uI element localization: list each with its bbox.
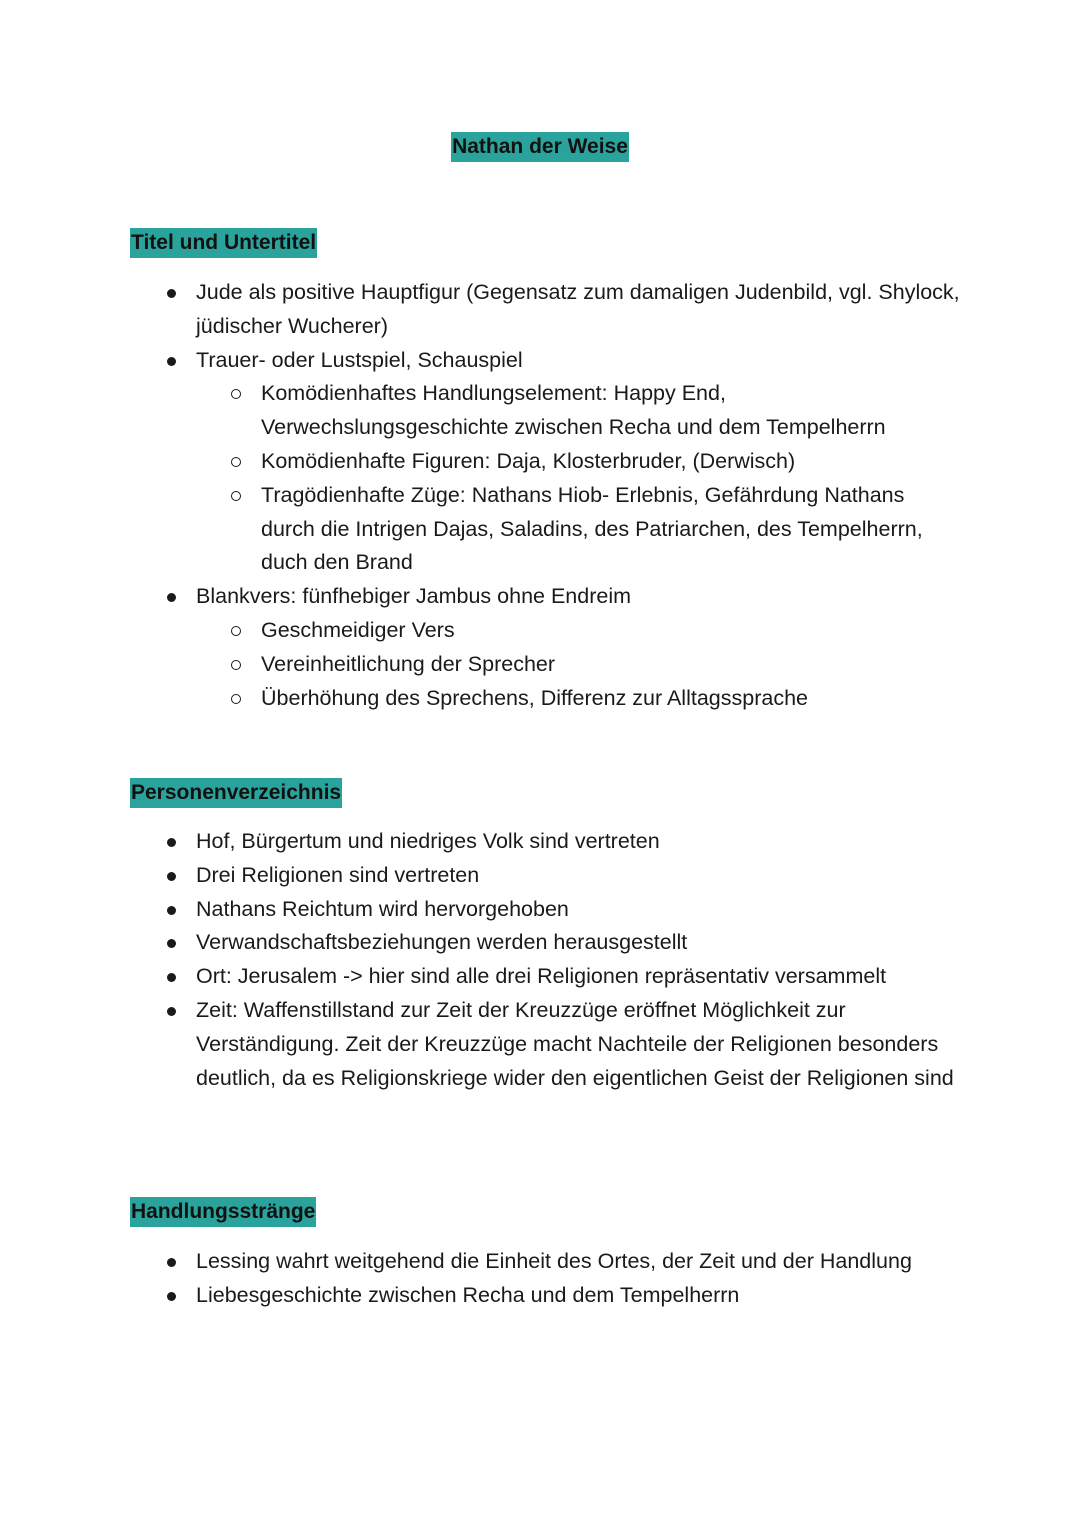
sub-item-text: Komödienhaftes Handlungselement: Happy End, Verwechslungsgeschichte zwischen Recha und dem Tempelherrn	[261, 381, 886, 440]
list-item-text: Blankvers: fünfhebiger Jambus ohne Endreim	[196, 584, 632, 609]
bullet-icon	[167, 1292, 176, 1301]
list-item-text: Lessing wahrt weitgehend die Einheit des Ortes, der Zeit und der Handlung	[196, 1249, 912, 1273]
sub-list-item	[196, 682, 960, 716]
sub-item-text: Geschmeidiger Vers	[261, 617, 455, 642]
list-item	[160, 893, 960, 927]
sub-list-item	[196, 614, 960, 648]
bullet-icon	[167, 838, 176, 847]
sub-list-item	[196, 445, 960, 479]
list-item	[160, 926, 960, 960]
sub-list-item	[196, 479, 960, 580]
hollow-bullet-icon	[231, 457, 241, 467]
hollow-bullet-icon	[231, 491, 241, 501]
sub-item-text: Vereinheitlichung der Sprecher	[261, 651, 556, 676]
list-item	[160, 580, 960, 715]
sub-list	[196, 614, 960, 715]
bullet-icon	[167, 593, 176, 602]
bullet-icon	[167, 357, 176, 366]
list-item	[160, 994, 960, 1095]
hollow-bullet-icon	[231, 389, 241, 399]
hollow-bullet-icon	[231, 626, 241, 636]
list-item	[160, 344, 960, 581]
bullet-icon	[167, 872, 176, 881]
list-item-text: Hof, Bürgertum und niedriges Volk sind vertreten	[196, 829, 660, 853]
list-item-text: Ort: Jerusalem -> hier sind alle drei Religionen repräsentativ versammelt	[196, 964, 887, 989]
section-heading-personen	[130, 778, 342, 808]
title-wrapper	[0, 132, 1080, 162]
sub-list-item	[196, 377, 960, 445]
hollow-bullet-icon	[231, 694, 241, 704]
list-item	[160, 1245, 960, 1279]
list-item-text: Trauer- oder Lustspiel, Schauspiel	[196, 347, 523, 372]
list-item	[160, 1279, 960, 1313]
list-item-text: Liebesgeschichte zwischen Recha und dem Tempelherrn	[196, 1282, 740, 1307]
bullet-list-handlung	[160, 1245, 960, 1313]
sub-item-text: Überhöhung des Sprechens, Differenz zur Alltagssprache	[261, 685, 808, 710]
sub-item-text: Tragödienhafte Züge: Nathans Hiob- Erlebnis, Gefährdung Nathans durch die Intrigen Dajas, Saladins, des Patriarchen, des Tempelherrn, duch den Brand	[261, 482, 923, 575]
list-item-text: Verwandschaftsbeziehungen werden herausgestellt	[196, 930, 688, 955]
sub-list	[196, 377, 960, 580]
list-item	[160, 825, 960, 859]
list-item	[160, 859, 960, 893]
document-title: Nathan der Weise	[451, 132, 629, 162]
bullet-icon	[167, 289, 176, 298]
list-item-text: Jude als positive Hauptfigur (Gegensatz zum damaligen Judenbild, vgl. Shylock, jüdischer Wucherer)	[196, 280, 960, 338]
bullet-icon	[167, 906, 176, 915]
section-heading-label: Handlungsstränge	[130, 1197, 316, 1227]
section-heading-handlung	[130, 1197, 316, 1227]
bullet-list-personen	[160, 825, 960, 1095]
list-item-text: Nathans Reichtum wird hervorgehoben	[196, 896, 569, 921]
bullet-icon	[167, 973, 176, 982]
sub-list-item	[196, 648, 960, 682]
bullet-list-titel	[160, 276, 960, 715]
section-heading-label: Personenverzeichnis	[130, 778, 342, 808]
hollow-bullet-icon	[231, 660, 241, 670]
section-heading-titel	[130, 228, 317, 258]
bullet-icon	[167, 1258, 176, 1267]
list-item	[160, 276, 960, 344]
list-item-text: Drei Religionen sind vertreten	[196, 862, 480, 887]
bullet-icon	[167, 939, 176, 948]
section-heading-label: Titel und Untertitel	[130, 228, 317, 258]
sub-item-text: Komödienhafte Figuren: Daja, Klosterbruder, (Derwisch)	[261, 448, 796, 473]
list-item	[160, 960, 960, 994]
list-item-text: Zeit: Waffenstillstand zur Zeit der Kreuzzüge eröffnet Möglichkeit zur Verständigung. Zeit der Kreuzzüge macht Nachteile der Religionen besonders deutlich, da es Religionskriege wider den eigentlichen Geist der Religionen sind	[196, 997, 954, 1090]
bullet-icon	[167, 1007, 176, 1016]
